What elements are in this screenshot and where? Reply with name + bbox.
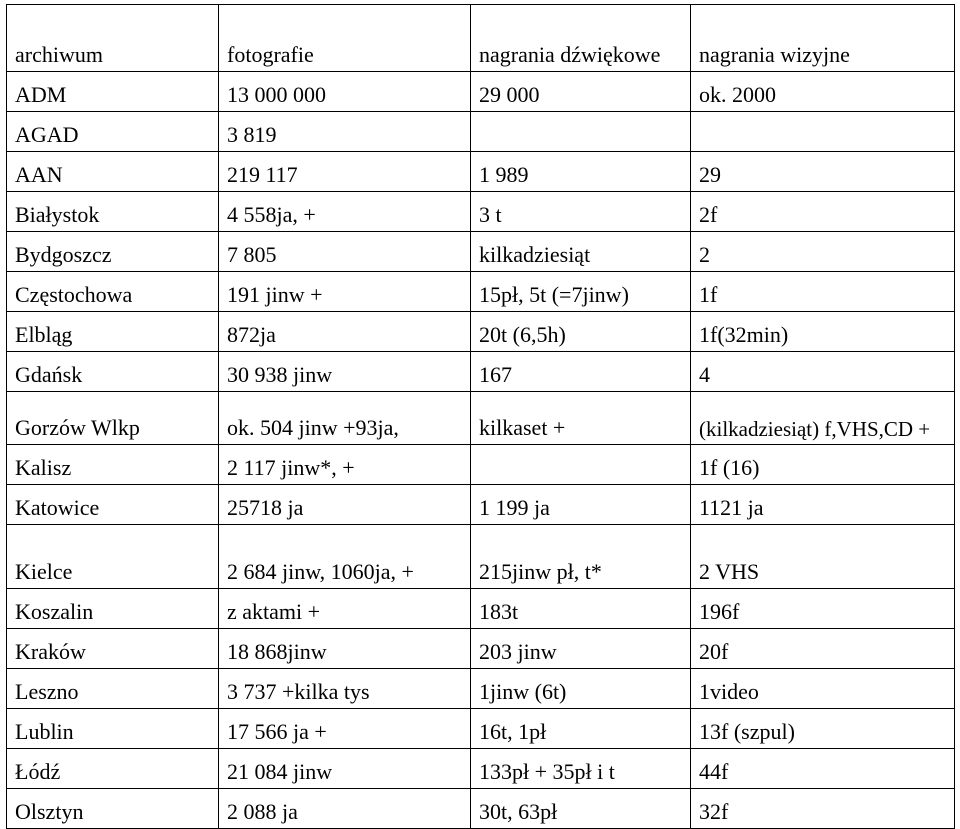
cell-video: 2 VHS — [691, 525, 955, 589]
table-row — [7, 669, 955, 709]
cell-archive: AGAD — [7, 112, 219, 152]
table-row — [7, 392, 955, 445]
cell-audio: 1 989 — [471, 152, 691, 192]
table-row — [7, 445, 955, 485]
cell-photos: 25718 ja — [219, 485, 471, 525]
cell-video: 196f — [691, 589, 955, 629]
cell-photos: 7 805 — [219, 232, 471, 272]
cell-audio: 183t — [471, 589, 691, 629]
cell-video: (kilkadziesiąt) f,VHS,CD + — [691, 392, 955, 445]
cell-archive: Leszno — [7, 669, 219, 709]
table-row — [7, 192, 955, 232]
cell-photos: 13 000 000 — [219, 72, 471, 112]
cell-archive: Koszalin — [7, 589, 219, 629]
cell-audio: 1 199 ja — [471, 485, 691, 525]
cell-archive: Białystok — [7, 192, 219, 232]
cell-photos: 17 566 ja + — [219, 709, 471, 749]
cell-photos: 2 088 ja — [219, 789, 471, 829]
table-row — [7, 272, 955, 312]
cell-audio: 167 — [471, 352, 691, 392]
cell-video: 29 — [691, 152, 955, 192]
header-photos: fotografie — [219, 5, 471, 72]
cell-video: 1f(32min) — [691, 312, 955, 352]
header-archive: archiwum — [7, 5, 219, 72]
cell-video: 1f (16) — [691, 445, 955, 485]
table-row — [7, 789, 955, 829]
cell-photos: z aktami + — [219, 589, 471, 629]
table-row — [7, 152, 955, 192]
table-row — [7, 485, 955, 525]
header-audio: nagrania dźwiękowe — [471, 5, 691, 72]
table-row — [7, 72, 955, 112]
cell-archive: Gdańsk — [7, 352, 219, 392]
table-row — [7, 312, 955, 352]
cell-audio: 1jinw (6t) — [471, 669, 691, 709]
table-row — [7, 749, 955, 789]
cell-video: 13f (szpul) — [691, 709, 955, 749]
cell-audio: 30t, 63pł — [471, 789, 691, 829]
cell-archive: Kraków — [7, 629, 219, 669]
cell-video — [691, 112, 955, 152]
cell-audio — [471, 445, 691, 485]
cell-audio: 15pł, 5t (=7jinw) — [471, 272, 691, 312]
cell-archive: Gorzów Wlkp — [7, 392, 219, 445]
cell-video: ok. 2000 — [691, 72, 955, 112]
archive-media-table — [6, 4, 955, 829]
cell-video: 1f — [691, 272, 955, 312]
table-row — [7, 352, 955, 392]
cell-audio: kilkaset + — [471, 392, 691, 445]
table-row — [7, 525, 955, 589]
cell-photos: 30 938 jinw — [219, 352, 471, 392]
cell-audio: 16t, 1pł — [471, 709, 691, 749]
cell-audio: 133pł + 35pł i t — [471, 749, 691, 789]
cell-audio: 215jinw pł, t* — [471, 525, 691, 589]
cell-audio: kilkadziesiąt — [471, 232, 691, 272]
cell-audio: 20t (6,5h) — [471, 312, 691, 352]
header-video: nagrania wizyjne — [691, 5, 955, 72]
cell-video: 20f — [691, 629, 955, 669]
cell-video: 4 — [691, 352, 955, 392]
cell-audio — [471, 112, 691, 152]
cell-video: 2f — [691, 192, 955, 232]
cell-photos: 191 jinw + — [219, 272, 471, 312]
cell-archive: Bydgoszcz — [7, 232, 219, 272]
cell-video: 44f — [691, 749, 955, 789]
cell-audio: 203 jinw — [471, 629, 691, 669]
cell-archive: Łódź — [7, 749, 219, 789]
cell-archive: Elbląg — [7, 312, 219, 352]
cell-photos: ok. 504 jinw +93ja, — [219, 392, 471, 445]
header-row — [7, 5, 955, 72]
cell-archive: Olsztyn — [7, 789, 219, 829]
table-row — [7, 232, 955, 272]
table-row — [7, 629, 955, 669]
cell-photos: 2 117 jinw*, + — [219, 445, 471, 485]
cell-photos: 2 684 jinw, 1060ja, + — [219, 525, 471, 589]
cell-video: 1video — [691, 669, 955, 709]
cell-photos: 21 084 jinw — [219, 749, 471, 789]
cell-archive: Kielce — [7, 525, 219, 589]
cell-archive: ADM — [7, 72, 219, 112]
document-page — [6, 4, 955, 829]
cell-photos: 219 117 — [219, 152, 471, 192]
cell-photos: 4 558ja, + — [219, 192, 471, 232]
cell-archive: Częstochowa — [7, 272, 219, 312]
table-row — [7, 709, 955, 749]
cell-archive: Lublin — [7, 709, 219, 749]
cell-audio: 3 t — [471, 192, 691, 232]
table-row — [7, 589, 955, 629]
table-row — [7, 112, 955, 152]
cell-photos: 18 868jinw — [219, 629, 471, 669]
cell-photos: 3 819 — [219, 112, 471, 152]
cell-photos: 3 737 +kilka tys — [219, 669, 471, 709]
cell-archive: AAN — [7, 152, 219, 192]
cell-archive: Kalisz — [7, 445, 219, 485]
cell-video: 32f — [691, 789, 955, 829]
cell-photos: 872ja — [219, 312, 471, 352]
cell-video: 1121 ja — [691, 485, 955, 525]
cell-audio: 29 000 — [471, 72, 691, 112]
cell-video: 2 — [691, 232, 955, 272]
cell-archive: Katowice — [7, 485, 219, 525]
